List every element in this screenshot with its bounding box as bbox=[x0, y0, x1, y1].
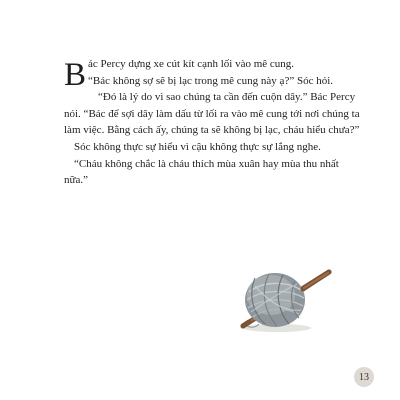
ball-of-string-on-stick-icon bbox=[225, 262, 345, 334]
story-paragraph-4: Sóc không thực sự hiểu vì cậu không thực sự lắng nghe. bbox=[74, 140, 321, 153]
story-paragraph-3: “Đó là lý do vì sao chúng ta cần đến cuộn dây.” Bác Percy nói. “Bác để sợi dây làm dấu từ lối ra vào mê cung tới nơi chúng ta làm việc. Bằng cách ấy, chúng ta sẽ không bị lạc, cháu hiểu chưa?” bbox=[64, 91, 360, 137]
paragraph-1-text: ác Percy dựng xe cút kít cạnh lối vào mê cung. bbox=[88, 58, 295, 70]
story-text bbox=[64, 56, 364, 189]
story-paragraph-2: “Bác không sợ sẽ bị lạc trong mê cung này ạ?” Sóc hỏi. bbox=[88, 74, 334, 87]
drop-cap-letter: B bbox=[64, 57, 87, 93]
story-paragraph-5: “Cháu không chắc là cháu thích mùa xuân hay mùa thu nhất nữa.” bbox=[64, 157, 339, 187]
page-number: 13 bbox=[354, 367, 374, 387]
